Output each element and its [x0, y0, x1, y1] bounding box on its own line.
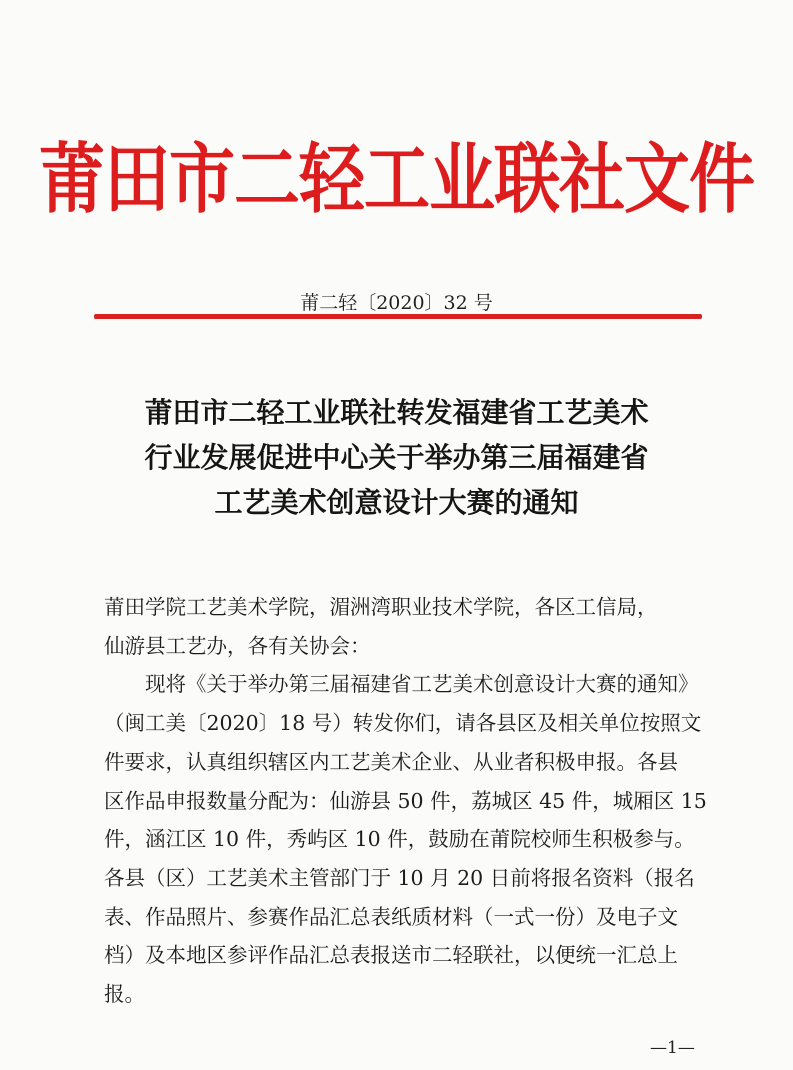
notice-title-line: 工艺美术创意设计大赛的通知	[214, 486, 579, 519]
page-number: —1—	[650, 1038, 695, 1058]
addressee-line: 莆田学院工艺美术学院，湄洲湾职业技术学院，各区工信局，	[104, 595, 658, 619]
body-paragraph-line: 报。	[104, 982, 145, 1007]
body-paragraph-line: 现将《关于举办第三届福建省工艺美术创意设计大赛的通知》	[145, 672, 699, 697]
notice-body	[104, 588, 716, 1014]
body-paragraph-line: 档）及本地区参评作品汇总表报送市二轻联社，以便统一汇总上	[104, 943, 678, 968]
notice-title-line: 莆田市二轻工业联社转发福建省工艺美术	[144, 396, 649, 429]
body-paragraph-line: 件要求，认真组织辖区内工艺美术企业、从业者积极申报。各县	[104, 749, 678, 774]
notice-title-line: 行业发展促进中心关于举办第三届福建省	[144, 441, 649, 474]
body-paragraph-line: 各县（区）工艺美术主管部门于 10 月 20 日前将报名资料（报名	[104, 865, 695, 890]
document-number: 莆二轻〔2020〕32 号	[300, 292, 493, 314]
body-paragraph-line: （闽工美〔2020〕18 号）转发你们，请各县区及相关单位按照文	[104, 711, 702, 736]
body-paragraph-line: 表、作品照片、参赛作品汇总表纸质材料（一式一份）及电子文	[104, 904, 678, 929]
body-paragraph-line: 件，涵江区 10 件，秀屿区 10 件，鼓励在莆院校师生积极参与。	[104, 827, 695, 852]
addressee-line: 仙游县工艺办，各有关协会：	[104, 633, 371, 658]
notice-title	[0, 390, 793, 525]
masthead-title: 莆田市二轻工业联社文件	[39, 135, 754, 224]
red-divider-line	[94, 314, 702, 319]
body-paragraph-line: 区作品申报数量分配为：仙游县 50 件，荔城区 45 件，城厢区 15	[104, 788, 707, 813]
